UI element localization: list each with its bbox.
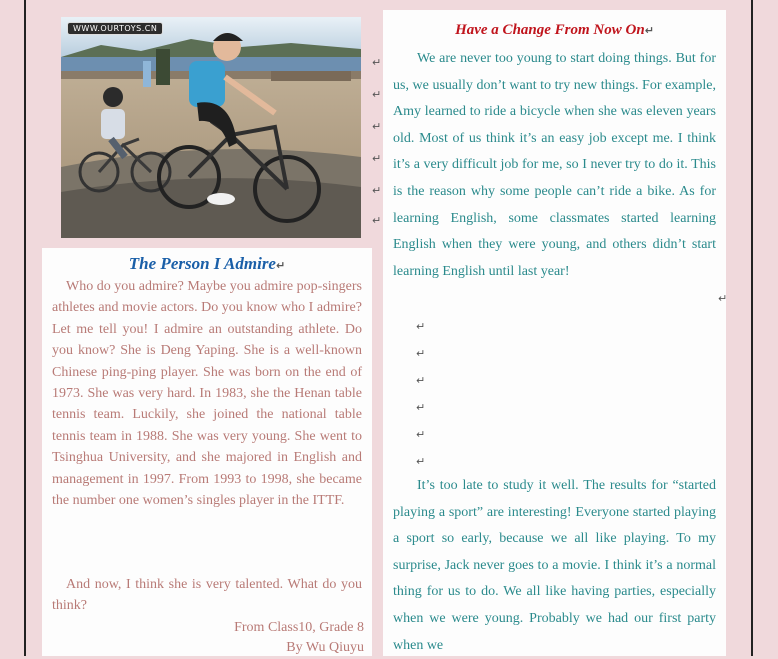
change-paragraph-1: We are never too young to start doing things. But for us, we usually don’t want to try new things. For example, Amy learned to ride a bicycle when she was eleven years old. Most of us think it’s an easy job except me. I think it’s a very difficult job for me, so I never try to do it. This is the reason why some people can’t ride a bike. As for learning English, some classmates started learning English when they were young, and others didn’t start learning English until last year! [393,51,716,279]
paragraph-mark-icon: ↵ [416,320,426,333]
change-article-panel [383,10,726,656]
paragraph-mark-icon: ↵ [372,88,382,101]
paragraph-mark-icon: ↵ [372,120,382,133]
paragraph-mark-icon: ↵ [416,428,426,441]
paragraph-mark-icon: ↵ [372,56,382,69]
cycling-photo [61,17,361,238]
paragraph-mark-icon: ↵ [275,259,286,272]
paragraph-mark-icon: ↵ [372,184,382,197]
cycling-photo-image [61,17,361,238]
paragraph-mark-icon: ↵ [718,292,728,305]
left-border-line [24,0,26,656]
photo-watermark-logo: WWW.OURTOYS.CN [67,22,163,35]
paragraph-mark-icon: ↵ [372,214,382,227]
paragraph-mark-icon: ↵ [416,455,426,468]
admire-paragraph-2: And now, I think she is very talented. What do you think? [52,577,362,614]
admire-title-text: The Person I Admire [128,254,276,273]
paragraph-mark-icon: ↵ [416,401,426,414]
paragraph-mark-icon: ↵ [372,152,382,165]
admire-paragraph-1: Who do you admire? Maybe you admire pop-singers athletes and movie actors. Do you know who I admire? Let me tell you! I admire an outstanding athlete. Do you know? She is Deng Yaping. She is a well-known Chinese ping-ping player. She was born on the end of 1973. She was very hard. In 1983, she the Henan table tennis team. Luckily, she joined the national table tennis team in 1988. She was very young. She went to Tsinghua University, and she majored in English and management in 1997. From 1993 to 1998, she became the number one women’s singles player in the ITTF. [52,279,362,509]
admire-article-title [42,253,372,277]
change-article-title [383,20,726,41]
change-paragraph-2: It’s too late to study it well. The results for “started playing a sport” are interesting! Everyone started playing a sport so early, because we all like playing. To my surprise, Jack never goes to a movie. I think it’s a normal thing for us to do. We all like having parties, especially when we were young. Probably we had our first party when we [393,478,716,653]
change-title-text: Have a Change From Now On [455,22,645,38]
paragraph-mark-icon: ↵ [416,374,426,387]
admire-article-panel [42,248,372,656]
admire-byline-author: By Wu Qiuyu [286,640,364,655]
paragraph-mark-icon: ↵ [416,347,426,360]
right-border-line [751,0,753,656]
admire-byline-class: From Class10, Grade 8 [234,620,364,635]
paragraph-mark-icon: ↵ [644,24,654,37]
